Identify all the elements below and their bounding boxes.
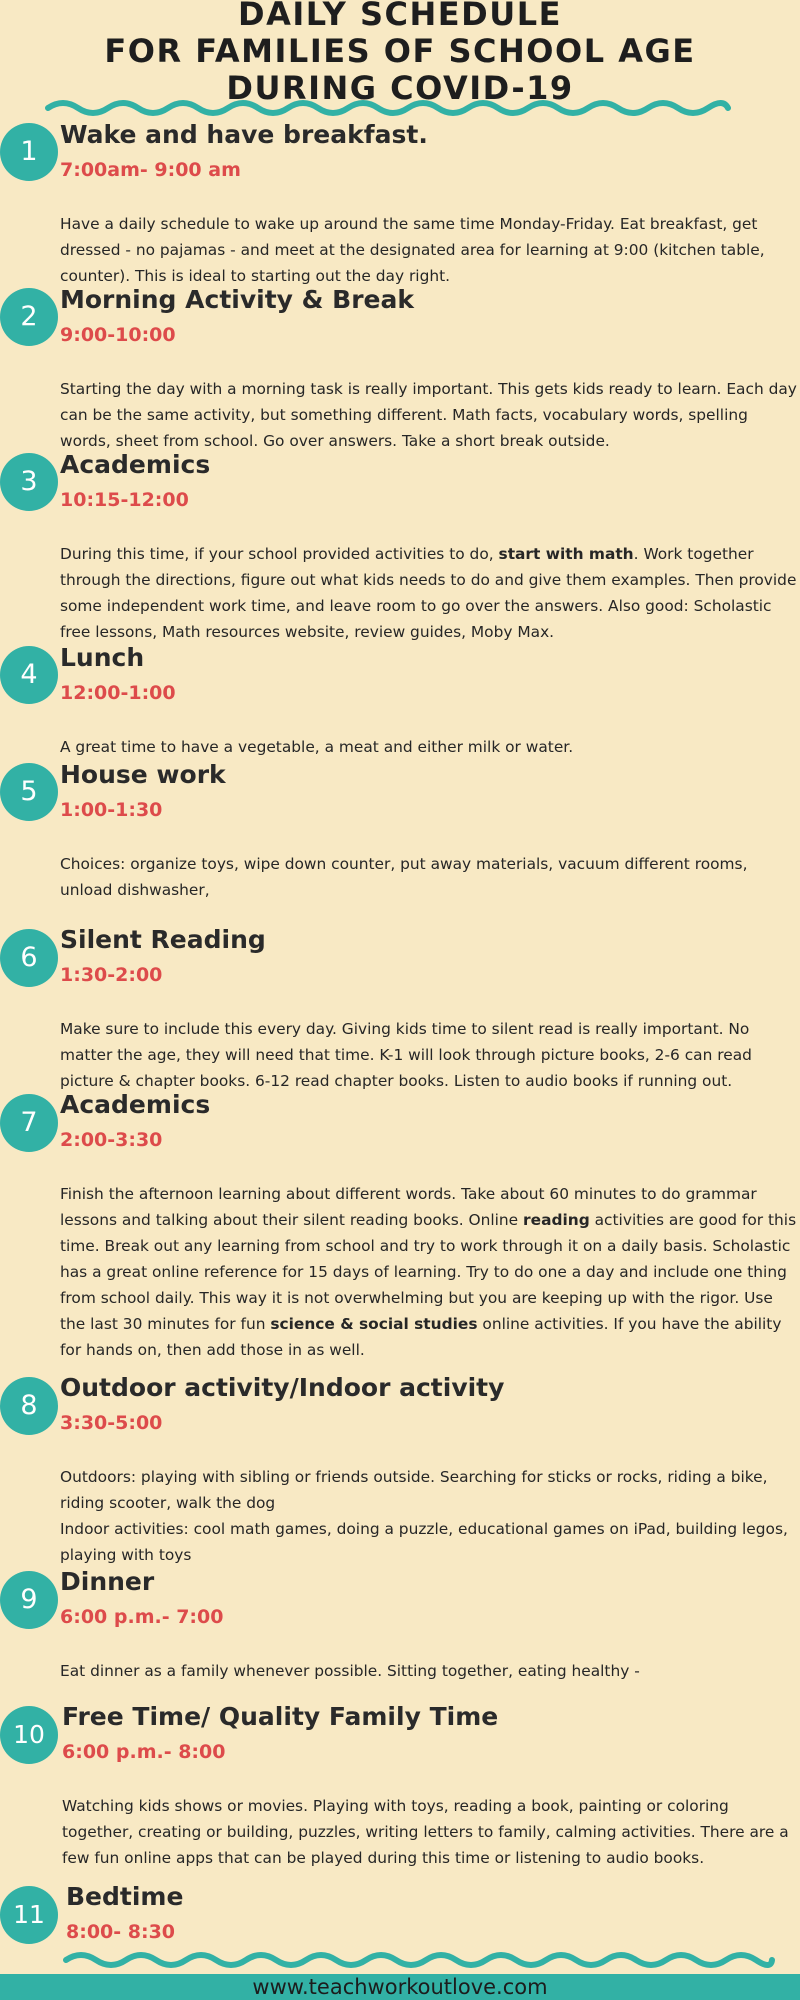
step-description: Eat dinner as a family whenever possible. Sitting together, eating healthy - xyxy=(60,1662,640,1680)
step-time: 6:00 p.m.- 8:00 xyxy=(62,1741,226,1763)
step-time: 1:30-2:00 xyxy=(60,964,163,986)
bottom-wave-decoration xyxy=(0,1950,800,1976)
step-heading: Lunch xyxy=(60,643,145,672)
step-heading: Wake and have breakfast. xyxy=(60,120,428,149)
step-description: Have a daily schedule to wake up around the same time Monday-Friday. Eat breakfast, get dressed - no pajamas - and meet at the designated area for learning at 9:00 (kitchen table, counter). This is ideal to starting out the day right. xyxy=(60,215,765,285)
step-heading: Academics xyxy=(60,450,211,479)
step-description: Choices: organize toys, wipe down counter, put away materials, vacuum different rooms, unload dishwasher, xyxy=(60,855,748,899)
step-description: A great time to have a vegetable, a meat and either milk or water. xyxy=(60,738,574,756)
step-heading: Free Time/ Quality Family Time xyxy=(62,1702,499,1731)
step-number-badge: 2 xyxy=(0,288,58,346)
indoor-text: Indoor activities: cool math games, doing a puzzle, educational games on iPad, building legos, playing with toys xyxy=(60,1520,788,1564)
step-heading: Silent Reading xyxy=(60,925,266,954)
step-time: 7:00am- 9:00 am xyxy=(60,159,241,181)
step-heading: Bedtime xyxy=(66,1882,184,1911)
outdoor-text: Outdoors: playing with sibling or friends outside. Searching for sticks or rocks, riding a bike, riding scooter, walk the dog xyxy=(60,1468,768,1512)
step-number-badge: 4 xyxy=(0,646,58,704)
step-description: Finish the afternoon learning about different words. Take about 60 minutes to do grammar lessons and talking about their silent reading books. Online reading activities are good for this time. Break out any learning from school and try to work through it on a daily basis. Scholastic has a great online reference for 15 days of learning. Try to do one a day and include one thing from school daily. This way it is not overwhelming but you are keeping up with the rigor. Use the last 30 minutes for fun science & social studies online activities. If you have the ability for hands on, then add those in as well. xyxy=(60,1185,797,1359)
step-description: Make sure to include this every day. Giving kids time to silent read is really important. No matter the age, they will need that time. K-1 will look through picture books, 2-6 can read picture & chapter books. 6-12 read chapter books. Listen to audio books if running out. xyxy=(60,1020,752,1090)
page-title xyxy=(0,0,800,107)
footer-bar xyxy=(0,1974,800,2000)
step-heading: Academics xyxy=(60,1090,211,1119)
step-description: During this time, if your school provided activities to do, start with math. Work together through the directions, figure out what kids needs to do and give them examples. Then provide some independent work time, and leave room to go over the answers. Also good: Scholastic free lessons, Math resources website, review guides, Moby Max. xyxy=(60,545,797,641)
step-time: 3:30-5:00 xyxy=(60,1412,163,1434)
title-line-1: DAILY SCHEDULE xyxy=(238,0,562,33)
website-url: www.teachworkoutlove.com xyxy=(252,1975,548,1999)
step-heading: House work xyxy=(60,760,226,789)
step-heading: Dinner xyxy=(60,1567,155,1596)
step-heading: Morning Activity & Break xyxy=(60,285,414,314)
step-description xyxy=(60,1464,800,1568)
step-number-badge: 6 xyxy=(0,929,58,987)
title-line-2: FOR FAMILIES OF SCHOOL AGE xyxy=(104,32,696,70)
step-time: 6:00 p.m.- 7:00 xyxy=(60,1606,224,1628)
step-heading: Outdoor activity/Indoor activity xyxy=(60,1373,505,1402)
title-line-3: DURING COVID-19 xyxy=(226,69,574,107)
step-number-badge: 1 xyxy=(0,123,58,181)
step-time: 12:00-1:00 xyxy=(60,682,176,704)
step-number-badge: 8 xyxy=(0,1377,58,1435)
step-number-badge: 7 xyxy=(0,1094,58,1152)
step-description: Watching kids shows or movies. Playing with toys, reading a book, painting or coloring together, creating or building, puzzles, writing letters to family, calming activities. There are a few fun online apps that can be played during this time or listening to audio books. xyxy=(62,1797,789,1867)
step-time: 9:00-10:00 xyxy=(60,324,176,346)
step-time: 8:00- 8:30 xyxy=(66,1921,176,1943)
step-time: 1:00-1:30 xyxy=(60,799,163,821)
step-time: 10:15-12:00 xyxy=(60,489,189,511)
step-number-badge: 3 xyxy=(0,453,58,511)
step-description: Starting the day with a morning task is really important. This gets kids ready to learn. Each day can be the same activity, but something different. Math facts, vocabulary words, spelling words, sheet from school. Go over answers. Take a short break outside. xyxy=(60,380,797,450)
step-number-badge: 9 xyxy=(0,1571,58,1629)
step-number-badge: 11 xyxy=(0,1886,58,1944)
step-number-badge: 5 xyxy=(0,763,58,821)
step-time: 2:00-3:30 xyxy=(60,1129,163,1151)
step-number-badge: 10 xyxy=(0,1706,58,1764)
